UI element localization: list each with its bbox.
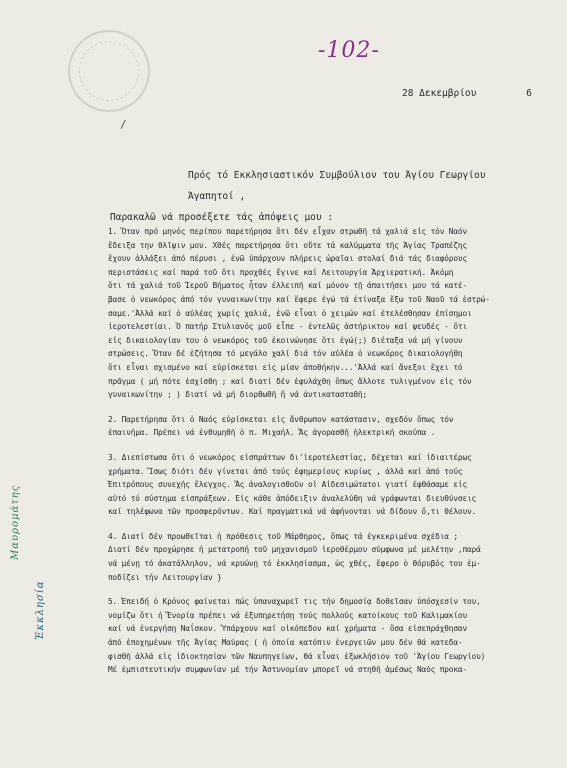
text-line: ἐπαινῆμα. Πρέπει νά ἐνθυμηθῆ ὁ π. Μιχαήλ. Ἄς ἀγορασθῆ ἠλεκτρική σκούπα . [108, 428, 436, 438]
text-line: νομίζω ὅτι ἡ Ἔνορία πρέπει νά ἐξυπηρετήσῃ τούς πολλούς κατοίκους τοῦ Καλιμακίου [108, 610, 467, 620]
date-line [402, 88, 532, 99]
text-line: 3. Διεπίστωσα ὅτι ὁ νεωκόρος εἰσπράττων δι'ἱεροτελεστίας, δέχεται καί ἰδιαιτέρως [108, 452, 472, 462]
text-line: περιστάσεις καί παρά τοῦ ὅτι προχθές ἔγινε καί Λειτουργία Άρχιερατική. Ἀκόμη [108, 267, 454, 277]
margin-signature: Μαυρομάτης [10, 484, 21, 560]
text-line: Ἐπιτρόπους συνεχής ἔλεγχος. Ἄς ἀναλογισθοῦν οἱ Αἰδεσιμώτατοι γιατί ἐφθάσαμε εἰς [108, 480, 467, 490]
text-line: φισθῆ ἀλλά εἰς ἰδιοκτησίαν τῶν Ναυπηγείων, θά εἶναι ἐξωκλήσιον τοῦ 'Ἁγίου Γεωργίου) [108, 651, 486, 661]
text-line: Διατί δέν προχώρησε ἡ μετατροπή τοῦ μηχανισμοῦ ἱεροθέρμου σύμφωνα μέ μελέτην ,παρά [108, 545, 481, 555]
text-line: ἔδειξα την θλῖψιν μου. Χθές παρετήρησα ὅτι οὔτε τά καλύμματα τῆς Ἁγίας Τραπέζης [108, 240, 467, 250]
text-line: ὅτι τά χαλιά τοῦ Ἱεροῦ Βήματος ἦταν ἐλλειπῆ καί μόνον τῇ ἀπαιτήσει μου τά κατέ- [108, 281, 467, 291]
letter-request: Παρακαλῶ νά προσέξετε τάς ἀπόψεις μου : [110, 212, 334, 223]
text-line: καί τηλέφωνα τῶν προσφερόντων. Καί πραγματικά νά ἀφήνονται νά δίδουν ὅ,τι θέλουν. [108, 507, 477, 517]
text-line: 1. Ὅταν πρό μηνός περίπου παρετήρησα ὅτι δέν εἶχαν στρωθῆ τά χαλιά εἰς τόν Ναόν [108, 227, 467, 236]
page-number: -102- [318, 38, 380, 63]
text-line: χρήματα. Ἴσως διότι δέν γίνεται ἀπό τούς ἐφημερίους κυρίως , ἀλλά καί ἀπό τούς [108, 466, 463, 476]
text-line: αὐτό τό σύστημα εἰσπράξεων. Εἰς κάθε ἀπόδειξιν ἀναλελύθη νά γράφωνται διευθύνσεις [108, 493, 477, 503]
date: 28 Δεκεμβρίου [402, 88, 477, 99]
paragraph-gap [108, 402, 560, 413]
text-line: καί νά ἐνεργήσῃ Ναΐσκον. Ὑπάρχουν καί οἰκόπεδον καί χρήματα - ὅσα εἰσεπράχθησαν [108, 624, 467, 634]
text-line: στρώσεις. Ὅταν δέ ἐζήτησα τό μεγάλο χαλί διά τόν αὐλέα ὁ νεωκόρος δικαιολογήθη [108, 349, 463, 359]
text-line: ὅτι εἶναι σχισμένο καί εὑρίσκεται εἰς μίαν ἀποθήκην...'Ἀλλά καί ἄνεξοι ἔχει τό [108, 362, 463, 372]
letter-greeting: Άγαπητοί , [188, 191, 246, 202]
text-line: 4. Διατί δέν προωθεῖται ἡ πρόθεσις τοῦ Μάρθηρος, ὅπως τά ἐγκεκριμένα σχέδια ; [108, 531, 458, 541]
margin-mark: / [120, 118, 127, 131]
text-line: νά μένῃ τό ἀκατάλληλον, νά κρυώνῃ τό ἐκκλησίασμα, ὡς χθές, ἔφερο ὁ θόρυβός του ἐμ- [108, 559, 481, 569]
paragraph-gap [108, 519, 560, 530]
margin-signature: Ἐκκλησία [35, 580, 46, 640]
letter-title: Πρός τό Εκκλησιαστικόν Συμβούλιον του Άγίου Γεωργίου [188, 170, 486, 181]
text-line: Μέ ἐμπιστευτικήν συμφωνίαν μέ τήν Ἀστυνομίαν μπορεῖ νά στηθῆ ἀμέσως Ναός προκα- [108, 665, 467, 675]
paragraph-gap [108, 584, 560, 595]
text-line: 5. Ἐπειδή ὁ Κρόνος φαίνεται πώς ὑπαναχωρεῖ τις τήν δημοσίᾳ δοθεῖσαν ὑπόσχεσίν του, [108, 597, 481, 607]
text-line: ἱεροτελεστίαι. Ὁ πατήρ Στυλιανός μοῦ εἶπε - ἐντελῶς ἀστήρικτον καί ψευδές - ὅτι [108, 322, 467, 332]
text-line: ἀπό ἐποχημένων τῆς Ἁγίας Μαύρας ( ἡ ὁποία κατόπιν ἐνεργειῶν μου δέν θά κατεδα- [108, 638, 463, 648]
letter-body [108, 225, 560, 677]
text-line: γυναικωνίτην ; ) διατί νά μή διορθωθῆ ἤ νά ἀντικατασταθῆ; [108, 390, 368, 400]
ink-stamp [68, 30, 150, 112]
paragraph-gap [108, 440, 560, 451]
text-line: εἰς δικαιολογίαν του ὁ νεωκόρος τοῦ ἐκοινώνησε ὅτι ἐγώ(;) διέταξα νά μή γίνουν [108, 335, 463, 345]
text-line: πρᾶγμα ( μή πότε ἐσχίσθη ; καί διατί δέν ἐφυλάχθη ὅπως ἄλλοτε τυλιγμένον εἰς τόν [108, 376, 472, 386]
text-line: βασε ὁ νεωκόρος ἀπό τόν γυναικωνίτην καί ἔφερε ἐγώ τά ἐτίναξα ἔξω τοῦ Ναοῦ τά ἐστρώ- [108, 294, 490, 304]
text-line: ποδίζει τήν Λειτουργίαν } [108, 572, 222, 582]
folio-number: 6 [526, 88, 532, 99]
text-line: ἔχουν ἀλλάξει ἀπό πέρυσι , ἐνῶ ὑπάρχουν πλήρεις ὡραῖαι στολαί διά τάς διαφόρους [108, 254, 467, 264]
text-line: 2. Παρετήρησα ὅτι ὁ Ναός εὑρίσκεται εἰς ἄνθρωπον κατάστασιν, σχεδόν ὅπως τόν [108, 414, 454, 424]
text-line: σαμε.'Ἀλλά καί ὁ αὐλέας χωρίς χαλιά, ἐνῶ εἶναι ὁ χειμών καί ἐτελέσθησαν ἐπίσημοι [108, 308, 472, 318]
